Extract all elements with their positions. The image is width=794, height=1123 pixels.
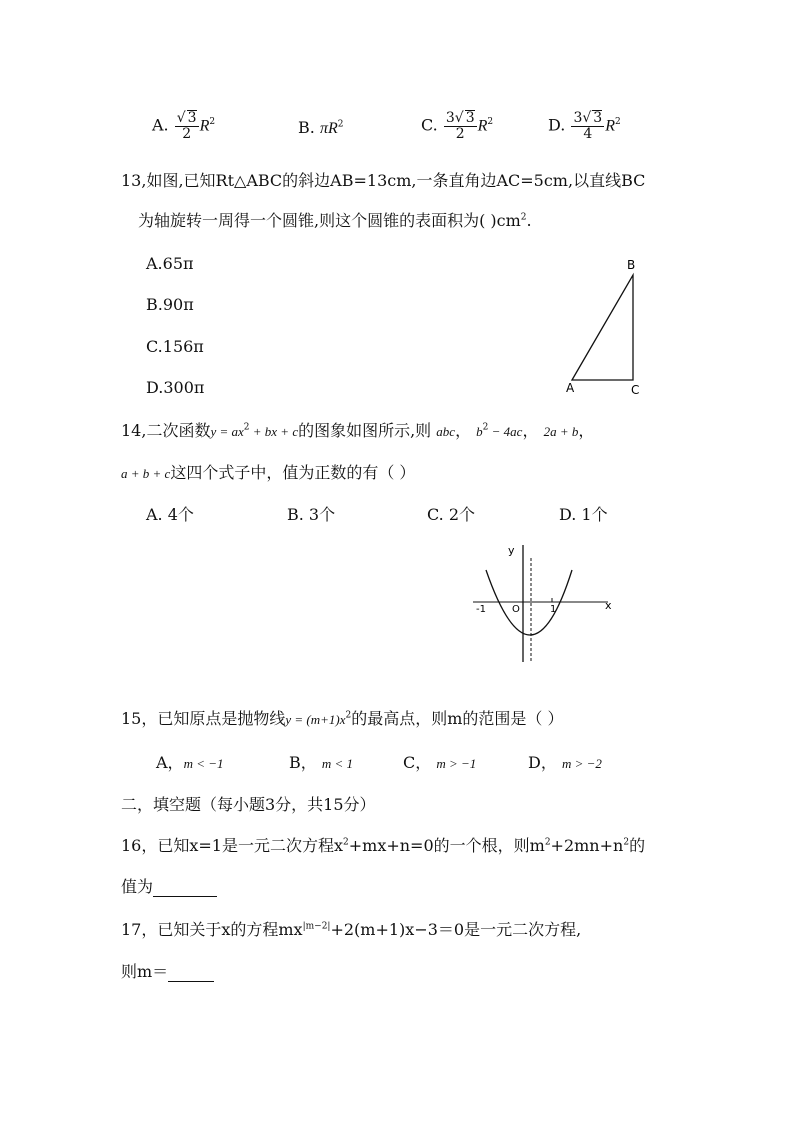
exponent: 2: [343, 837, 349, 848]
vertex-label-b: B: [627, 258, 636, 272]
q14-option-b: B. 3个: [287, 505, 336, 524]
function-expr: y = ax: [210, 424, 244, 439]
q15-prefix: 15，已知原点是抛物线: [121, 709, 286, 728]
denominator: 2: [182, 126, 192, 142]
variable: R: [605, 117, 615, 135]
q16-line2: [121, 877, 217, 897]
option-label: D，: [528, 753, 557, 772]
q16-line2-text: 值为: [121, 877, 154, 896]
q17-line2: [121, 962, 214, 982]
q15-line1: [121, 709, 564, 730]
q15-suffix: 的最高点，则m的范围是（ ）: [351, 709, 564, 728]
exponent: 2: [623, 837, 630, 848]
option-expr: m > −2: [561, 756, 602, 771]
answer-blank[interactable]: [168, 965, 214, 982]
vertex-label-a: A: [566, 381, 575, 395]
q17-line1: [121, 920, 581, 940]
option-label: A.: [152, 115, 169, 135]
q12-option-c: [421, 110, 493, 142]
option-label: C，: [403, 753, 432, 772]
denominator: 2: [455, 126, 465, 142]
vertex-label-c: C: [631, 383, 640, 397]
answer-blank[interactable]: [153, 880, 217, 897]
q12-option-b: [298, 118, 343, 139]
q14-option-a: A. 4个: [146, 505, 194, 524]
function-expr: y = (m+1)x: [285, 712, 346, 727]
fraction: $\frac{√ 3}{2}$: [176, 110, 197, 142]
q13-line2: [138, 211, 532, 231]
option-expr: m < −1: [183, 756, 224, 771]
expr-a-b-c: a + b + c: [121, 466, 171, 481]
separator: ，: [455, 421, 472, 440]
q17-line2-text: 则m＝: [121, 962, 169, 981]
parabola-graph: [468, 540, 618, 670]
q15-option-d: [528, 753, 602, 774]
q16-part3: +2mn+n: [550, 836, 624, 855]
period: .: [526, 211, 532, 230]
q15-option-b: [289, 753, 353, 774]
exponent: 2: [337, 119, 344, 130]
separator: ，: [522, 421, 539, 440]
q14-mid-text: 的图象如图所示,则: [298, 421, 432, 440]
y-axis-label: y: [508, 544, 515, 557]
fraction: $\frac{3√ 3}{2}$: [445, 110, 475, 142]
coef: 3: [445, 110, 455, 126]
exponent: 2: [482, 422, 489, 433]
q16-part2: +mx+n=0的一个根，则m: [348, 836, 545, 855]
q17-part1: 17，已知关于x的方程mx: [121, 920, 303, 939]
tick-label-1: 1: [550, 604, 557, 615]
section-2-heading: 二，填空题（每小题3分，共15分）: [121, 795, 376, 814]
q13-line2-text: 为轴旋转一周得一个圆锥,则这个圆锥的表面积为( )cm: [138, 211, 521, 230]
exponent: 2: [345, 710, 352, 721]
variable: R: [477, 117, 488, 135]
option-expr: m < 1: [321, 756, 354, 771]
exponent: 2: [487, 117, 494, 128]
q13-option-d: D.300π: [146, 378, 205, 397]
q17-part2: +2(m+1)x−3＝0是一元二次方程,: [330, 920, 582, 939]
option-label: D.: [548, 115, 566, 135]
q15-option-c: [403, 753, 476, 774]
tick-label-neg1: -1: [476, 604, 486, 615]
q12-option-d: [548, 110, 621, 142]
q15-option-a: [156, 753, 224, 774]
separator: ，: [578, 421, 595, 440]
q16-line1: [121, 836, 645, 856]
option-expr: m > −1: [436, 756, 477, 771]
q13-line1: 13,如图,已知Rt△ABC的斜边AB=13cm,一条直角边AC=5cm,以直线BC: [121, 171, 646, 190]
denominator: 4: [583, 126, 593, 142]
radicand: 3: [187, 110, 197, 126]
exponent: 2: [614, 117, 621, 128]
q13-option-b: B.90π: [146, 295, 194, 314]
q14-prefix: 14,二次函数: [121, 421, 211, 440]
option-label: A，: [156, 753, 184, 772]
variable: R: [199, 117, 210, 135]
q16-part1: 16，已知x=1是一元二次方程x: [121, 836, 343, 855]
option-label: B，: [289, 753, 317, 772]
triangle-abc: [572, 275, 633, 380]
q14-option-c: C. 2个: [427, 505, 476, 524]
q14-line2: [121, 463, 415, 484]
q12-option-a: [152, 110, 215, 142]
exponent: 2: [544, 837, 551, 848]
expr-discriminant: b: [476, 424, 483, 439]
q14-line1: [121, 421, 594, 442]
coef: 3: [573, 110, 583, 126]
expression: πR: [319, 120, 338, 137]
expr-2a-b: 2a + b: [543, 424, 579, 439]
exponent: 2: [520, 212, 527, 223]
radicand: 3: [465, 110, 475, 126]
option-label: B.: [298, 118, 315, 137]
origin-label: O: [512, 604, 520, 615]
exponent: |m−2|: [302, 921, 331, 932]
q13-option-c: C.156π: [146, 337, 204, 356]
q13-option-a: A.65π: [146, 254, 194, 273]
x-axis-label: x: [605, 599, 612, 612]
exponent: 2: [243, 422, 250, 433]
expr-abc: abc: [436, 424, 456, 439]
q14-option-d: D. 1个: [559, 505, 608, 524]
exponent: 2: [209, 117, 216, 128]
q14-line2-text: 这四个式子中，值为正数的有（ ）: [170, 463, 416, 482]
triangle-figure: [560, 255, 650, 400]
fraction: $\frac{3√ 3}{4}$: [573, 110, 603, 142]
option-label: C.: [421, 115, 438, 135]
radicand: 3: [593, 110, 603, 126]
expr-discriminant-rest: − 4ac: [488, 424, 523, 439]
q16-part4: 的: [629, 836, 646, 855]
function-expr-rest: + bx + c: [249, 424, 299, 439]
